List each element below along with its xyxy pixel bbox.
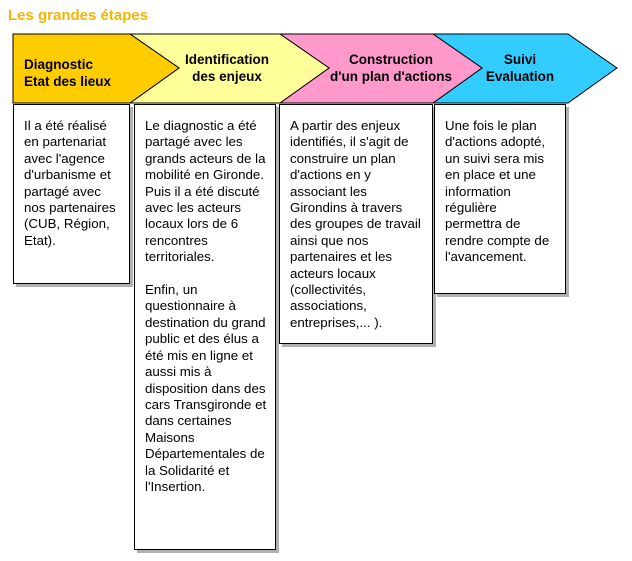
step-1-description: Il a été réalisé en partenariat avec l'agence d'urbanisme et partagé avec nos partenaires (CUB, Région, Etat). <box>13 104 130 284</box>
page-title: Les grandes étapes <box>8 7 149 24</box>
step-4-label: Suivi Evaluation <box>485 52 555 84</box>
step-2-description: Le diagnostic a été partagé avec les grands acteurs de la mobilité en Gironde. Puis il a été discuté avec les acteurs locaux lors de 6 rencontres territoriales. Enfin, un questionnaire à destination du grand public et des élus a été mis en ligne et aussi mis à disposition dans des cars Transgironde et dans certaines Maisons Départementales de la Solidarité et l'Insertion. <box>134 104 276 550</box>
step-3-label: Construction d'un plan d'actions <box>330 52 452 84</box>
step-2-label: Identification des enjeux <box>185 52 269 84</box>
step-1-label: Diagnostic Etat des lieux <box>24 57 112 89</box>
step-4-description: Une fois le plan d'actions adopté, un suivi sera mis en place et une information régulière permettra de rendre compte de l'avancement. <box>434 104 566 294</box>
step-3-description: A partir des enjeux identifiés, il s'agit de construire un plan d'actions en y associant les Girondins à travers des groupes de travail ainsi que nos partenaires et les acteurs locaux (collectivités, associations, entreprises,... ). <box>279 104 433 344</box>
